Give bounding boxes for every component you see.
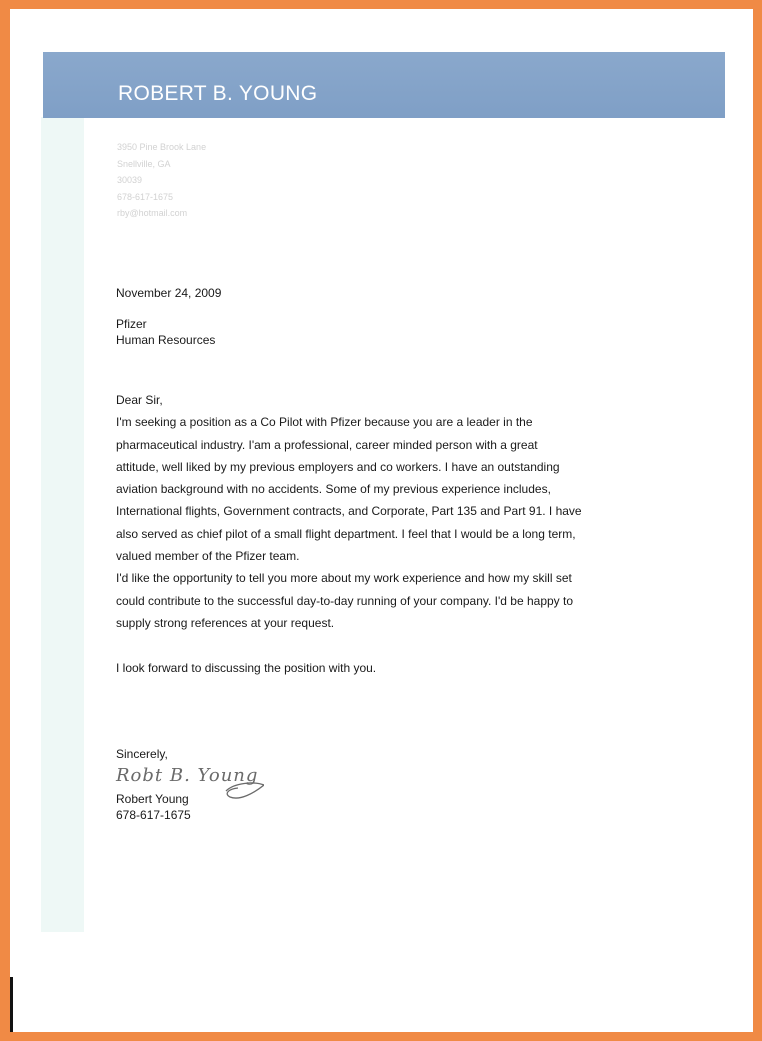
- closing-block: [116, 746, 168, 762]
- body-line: could contribute to the successful day-to-day running of your company. I'd be happy to: [116, 593, 574, 608]
- scan-edge-mark: [10, 977, 13, 1032]
- body-line: I'm seeking a position as a Co Pilot with Pfizer because you are a leader in the: [116, 415, 533, 430]
- letterhead-band: [43, 52, 725, 118]
- signer-phone: 678-617-1675: [116, 808, 191, 822]
- body-line: pharmaceutical industry. I'am a professional, career minded person with a great: [116, 437, 538, 452]
- body-line: supply strong references at your request.: [116, 615, 335, 630]
- body-line: I look forward to discussing the position with you.: [116, 660, 377, 675]
- salutation: Dear Sir,: [116, 393, 163, 407]
- letter-date: November 24, 2009: [116, 286, 222, 300]
- address-line: rby@hotmail.com: [117, 208, 188, 218]
- letter-page: [10, 9, 753, 1032]
- signature-text: Robt B. Young: [116, 765, 259, 786]
- body-line: attitude, well liked by my previous employers and co workers. I have an outstanding: [116, 459, 560, 474]
- body-line: I'd like the opportunity to tell you more about my work experience and how my skill set: [116, 571, 572, 586]
- letter-body: [116, 389, 582, 679]
- address-line: 678-617-1675: [117, 191, 174, 202]
- recipient-department: Human Resources: [116, 333, 216, 347]
- body-line: [116, 634, 582, 656]
- body-line: also served as chief pilot of a small flight department. I feel that I would be a long term,: [116, 526, 576, 541]
- address-line: 3950 Pine Brook Lane: [117, 142, 207, 152]
- address-line: 30039: [117, 175, 143, 185]
- sender-address: [117, 139, 206, 222]
- body-line: aviation background with no accidents. Some of my previous experience includes,: [116, 482, 551, 497]
- signer-block: [116, 791, 191, 823]
- left-accent-strip: [41, 117, 84, 932]
- letterhead-name: ROBERT B. YOUNG: [118, 82, 318, 105]
- body-line: International flights, Government contracts, and Corporate, Part 135 and Part 91. I have: [116, 504, 582, 519]
- valediction: Sincerely,: [116, 747, 168, 761]
- recipient-company: Pfizer: [116, 317, 147, 331]
- address-line: Snellville, GA: [117, 158, 171, 169]
- recipient-block: [116, 316, 215, 348]
- signer-name: Robert Young: [116, 792, 189, 806]
- body-line: valued member of the Pfizer team.: [116, 549, 300, 564]
